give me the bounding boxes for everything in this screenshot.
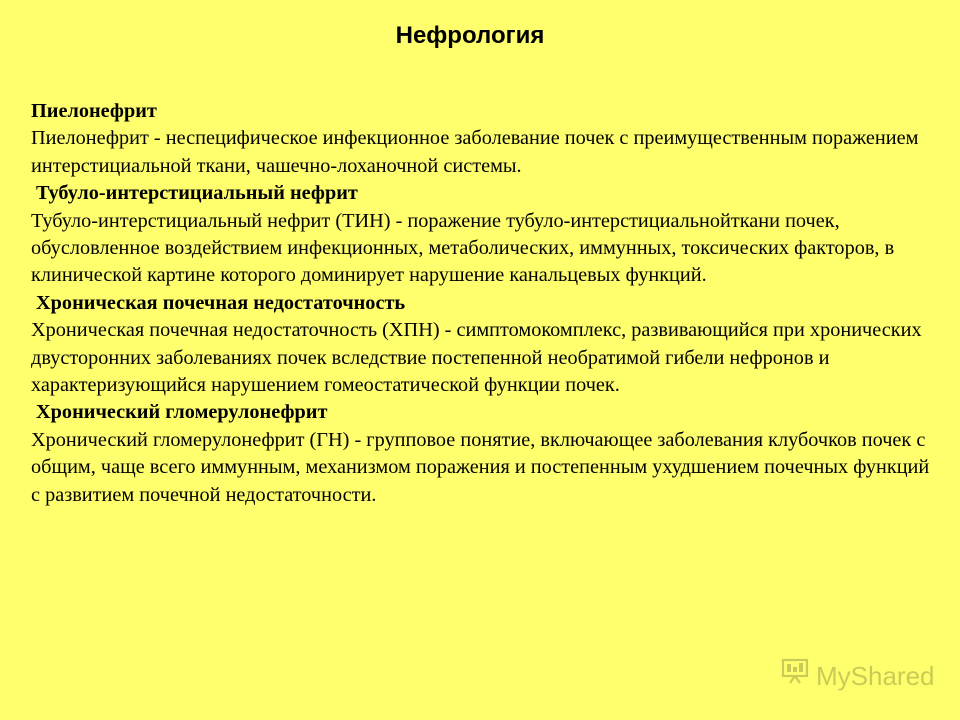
section-text: Пиелонефрит - неспецифическое инфекционное заболевание почек с преимущественным поражением интерстициальной ткани, чашечно-лоханочной системы.: [31, 127, 919, 177]
section-text: Тубуло-интерстициальный нефрит (ТИН) - поражение тубуло-интерстициальнойткани почек, обусловленное воздействием инфекционных, метаболических, иммунных, токсических факторов, в клинической картине которого доминирует нарушение канальцевых функций.: [31, 209, 895, 287]
section-text: Хронический гломерулонефрит (ГН) - групповое понятие, включающее заболевания клубочков почек с общим, чаще всего иммунным, механизмом поражения и постепенным ухудшением почечных функций с развитием почечной недостаточности.: [31, 428, 930, 506]
section-heading: Тубуло-интерстициальный нефрит: [36, 182, 358, 205]
presentation-icon: [780, 656, 810, 697]
watermark-text: MyShared: [816, 661, 935, 691]
section-tubulointerstitial-nephritis: [31, 180, 941, 290]
section-chronic-renal-failure: [31, 290, 941, 400]
slide-content: [31, 98, 941, 509]
section-heading: Пиелонефрит: [31, 100, 157, 122]
watermark: [780, 656, 935, 696]
section-text: Хроническая почечная недостаточность (ХПН) - симптомокомплекс, развивающийся при хронических двусторонних заболеваниях почек вследствие постепенной необратимой гибели нефронов и характеризующийся нарушением гомеостатической функции почек.: [31, 319, 922, 397]
section-chronic-glomerulonephritis: [31, 399, 941, 509]
section-pyelonephritis: [31, 98, 941, 180]
section-heading: Хроническая почечная недостаточность: [36, 291, 406, 314]
slide-title: Нефрология: [395, 22, 545, 49]
section-heading: Хронический гломерулонефрит: [36, 401, 328, 424]
